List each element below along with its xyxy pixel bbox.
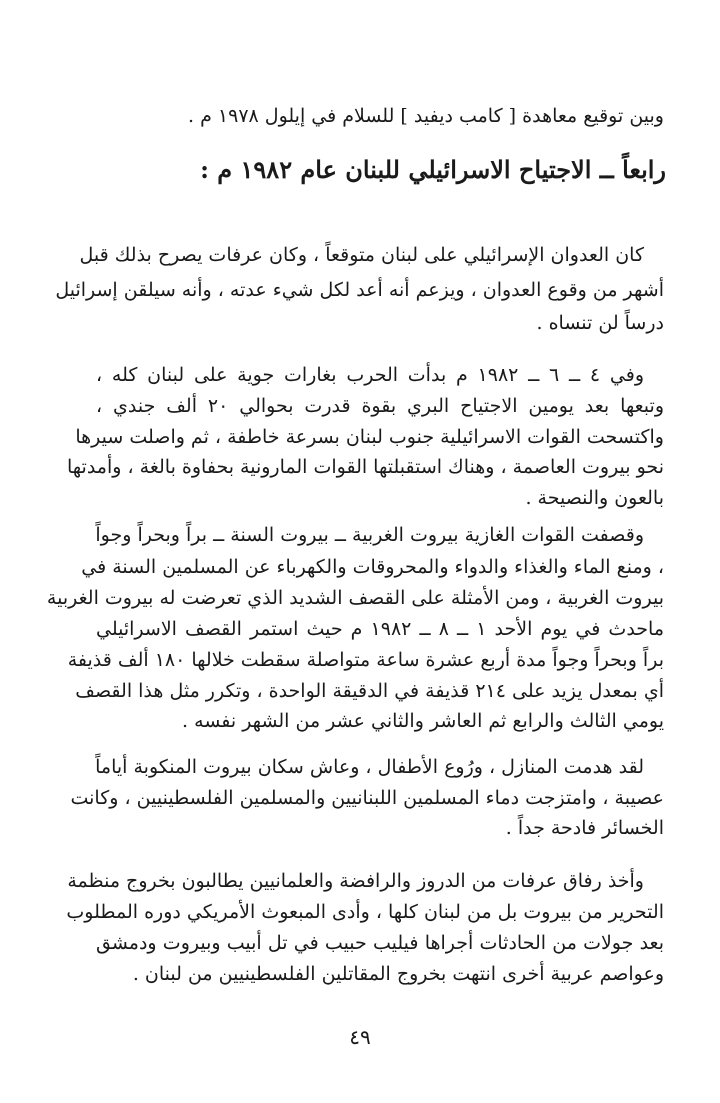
paragraph-line: وقصفت القوات الغازية بيروت الغربية ــ بيروت السنة ــ براً وبحراً وجواً: [95, 524, 644, 546]
paragraph-line: أي بمعدل يزيد على ٢١٤ قذيفة في الدقيقة الواحدة ، وتكرر مثل هذا القصف: [75, 680, 664, 702]
paragraph-line: وأخذ رفاق عرفات من الدروز والرافضة والعلمانيين يطالبون بخروج منظمة: [67, 870, 644, 892]
paragraph-line: التحرير من بيروت بل من لبنان كلها ، وأدى المبعوث الأمريكي دوره المطلوب: [66, 901, 664, 923]
paragraph-line: الخسائر فادحة جداً .: [505, 817, 664, 839]
paragraph-line: وعواصم عربية أخرى انتهت بخروج المقاتلين الفلسطينيين من لبنان .: [132, 963, 664, 985]
page-number: ٤٩: [349, 1025, 371, 1049]
paragraph-line: أشهر من وقوع العدوان ، ويزعم أنه أعد لكل شيء عدته ، وأنه سيلقن إسرائيل: [55, 279, 664, 301]
paragraph-line: براً وبحراً وجواً مدة أربع عشرة ساعة متواصلة سقطت خلالها ١٨٠ ألف قذيفة: [67, 649, 664, 671]
paragraph-line: لقد هدمت المنازل ، ورُوع الأطفال ، وعاش سكان بيروت المنكوبة أياماً: [95, 756, 644, 778]
paragraph-line: نحو بيروت العاصمة ، وهناك استقبلتها القوات المارونية بحفاوة بالغة ، وأمدتها: [67, 456, 664, 478]
paragraph-line: كان العدوان الإسرائيلي على لبنان متوقعاً ، وكان عرفات يصرح بذلك قبل: [79, 244, 644, 266]
paragraph-line: بعد جولات من الحادثات أجراها فيليب حبيب في تل أبيب وبيروت ودمشق: [96, 932, 664, 954]
paragraph-line: درساً لن تنساه .: [536, 312, 664, 334]
paragraph-line: بيروت الغربية ، ومن الأمثلة على القصف الشديد الذي تعرضت له بيروت الغربية: [46, 587, 664, 609]
paragraph-line: ماحدث في يوم الأحد ١ ــ ٨ ــ ١٩٨٢ م حيث استمر القصف الاسرائيلي: [96, 618, 665, 640]
paragraph-line: ، ومنع الماء والغذاء والدواء والمحروقات والكهرباء عن المسلمين السنة في: [81, 556, 664, 578]
paragraph-line: وتبعها بعد يومين الاجتياح البري بقوة قدرت بحوالي ٢٠ ألف جندي ،: [96, 395, 665, 417]
paragraph-line: يومي الثالث والرابع ثم العاشر والثاني عشر من الشهر نفسه .: [182, 710, 664, 732]
paragraph-line: بالعون والنصيحة .: [525, 487, 664, 509]
paragraph-line: وفي ٤ ــ ٦ ــ ١٩٨٢ م بدأت الحرب بغارات جوية على لبنان كله ،: [96, 364, 645, 386]
section-heading: رابعاً ــ الاجتياح الاسرائيلي للبنان عام ١٩٨٢ م :: [200, 155, 666, 184]
intro-line: وبين توقيع معاهدة [ كامب ديفيد ] للسلام في إيلول ١٩٧٨ م .: [188, 105, 664, 127]
paragraph-line: واكتسحت القوات الاسرائيلية جنوب لبنان بسرعة خاطفة ، ثم واصلت سيرها: [75, 426, 664, 448]
paragraph-line: عصيبة ، وامتزجت دماء المسلمين اللبنانيين والمسلمين الفلسطينيين ، وكانت: [70, 787, 664, 809]
